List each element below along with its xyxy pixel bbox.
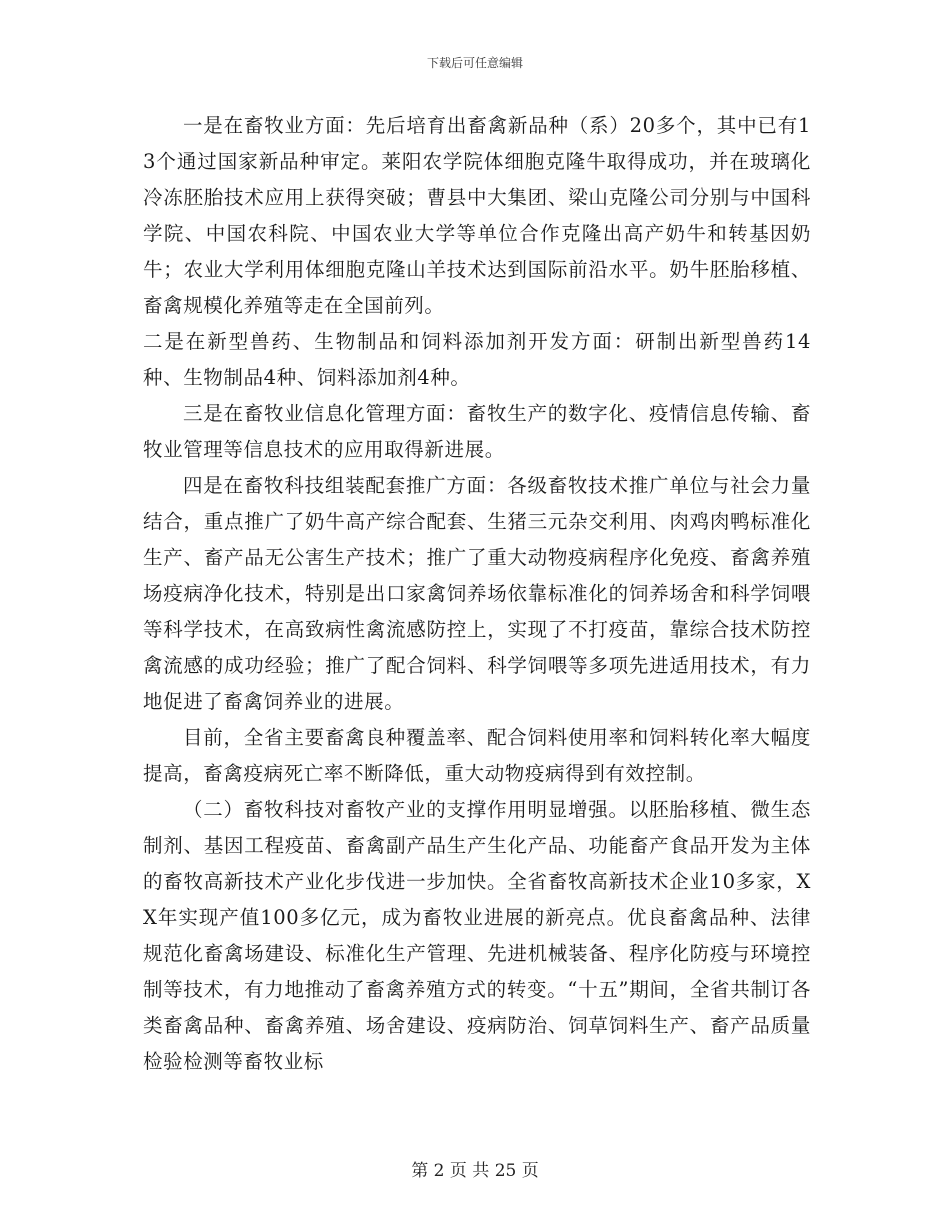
page-number-footer: 第 2 页 共 25 页	[411, 1161, 539, 1181]
paragraph-1: 一是在畜牧业方面：先后培育出畜禽新品种（系）20多个，其中已有13个通过国家新品种审定。莱阳农学院体细胞克隆牛取得成功，并在玻璃化冷冻胚胎技术应用上获得突破；曹县中大集团、梁山克隆公司分别与中国科学院、中国农科院、中国农业大学等单位合作克隆出高产奶牛和转基因奶牛；农业大学利用体细胞克隆山羊技术达到国际前沿水平。奶牛胚胎移植、畜禽规模化养殖等走在全国前列。	[143, 114, 811, 317]
paragraph-2: 二是在新型兽药、生物制品和饲料添加剂开发方面：研制出新型兽药14种、生物制品4种、饲料添加剂4种。	[143, 330, 811, 389]
page-header: 下载后可任意编辑	[426, 56, 523, 70]
paragraph-3: 三是在畜牧业信息化管理方面：畜牧生产的数字化、疫情信息传输、畜牧业管理等信息技术的应用取得新进展。	[143, 402, 811, 461]
paragraph-6: （二）畜牧科技对畜牧产业的支撑作用明显增强。以胚胎移植、微生态制剂、基因工程疫苗、畜禽副产品生产生化产品、功能畜产食品开发为主体的畜牧高新技术产业化步伐进一步加快。全省畜牧高新技术企业10多家，XX年实现产值100多亿元，成为畜牧业进展的新亮点。优良畜禽品种、法律规范化畜禽场建设、标准化生产管理、先进机械装备、程序化防疫与环境控制等技术，有力地推动了畜禽养殖方式的转变。“十五”期间，全省共制订各类畜禽品种、畜禽养殖、场舍建设、疫病防治、饲草饲料生产、畜产品质量检验检测等畜牧业标	[143, 798, 811, 1073]
document-body	[143, 108, 811, 1080]
paragraph-4: 四是在畜牧科技组装配套推广方面：各级畜牧技术推广单位与社会力量结合，重点推广了奶牛高产综合配套、生猪三元杂交利用、肉鸡肉鸭标准化生产、畜产品无公害生产技术；推广了重大动物疫病程序化免疫、畜禽养殖场疫病净化技术，特别是出口家禽饲养场依靠标准化的饲养场舍和科学饲喂等科学技术，在高致病性禽流感防控上，实现了不打疫苗，靠综合技术防控禽流感的成功经验；推广了配合饲料、科学饲喂等多项先进适用技术，有力地促进了畜禽饲养业的进展。	[143, 474, 811, 713]
paragraph-5: 目前，全省主要畜禽良种覆盖率、配合饲料使用率和饲料转化率大幅度提高，畜禽疫病死亡率不断降低，重大动物疫病得到有效控制。	[143, 726, 811, 785]
